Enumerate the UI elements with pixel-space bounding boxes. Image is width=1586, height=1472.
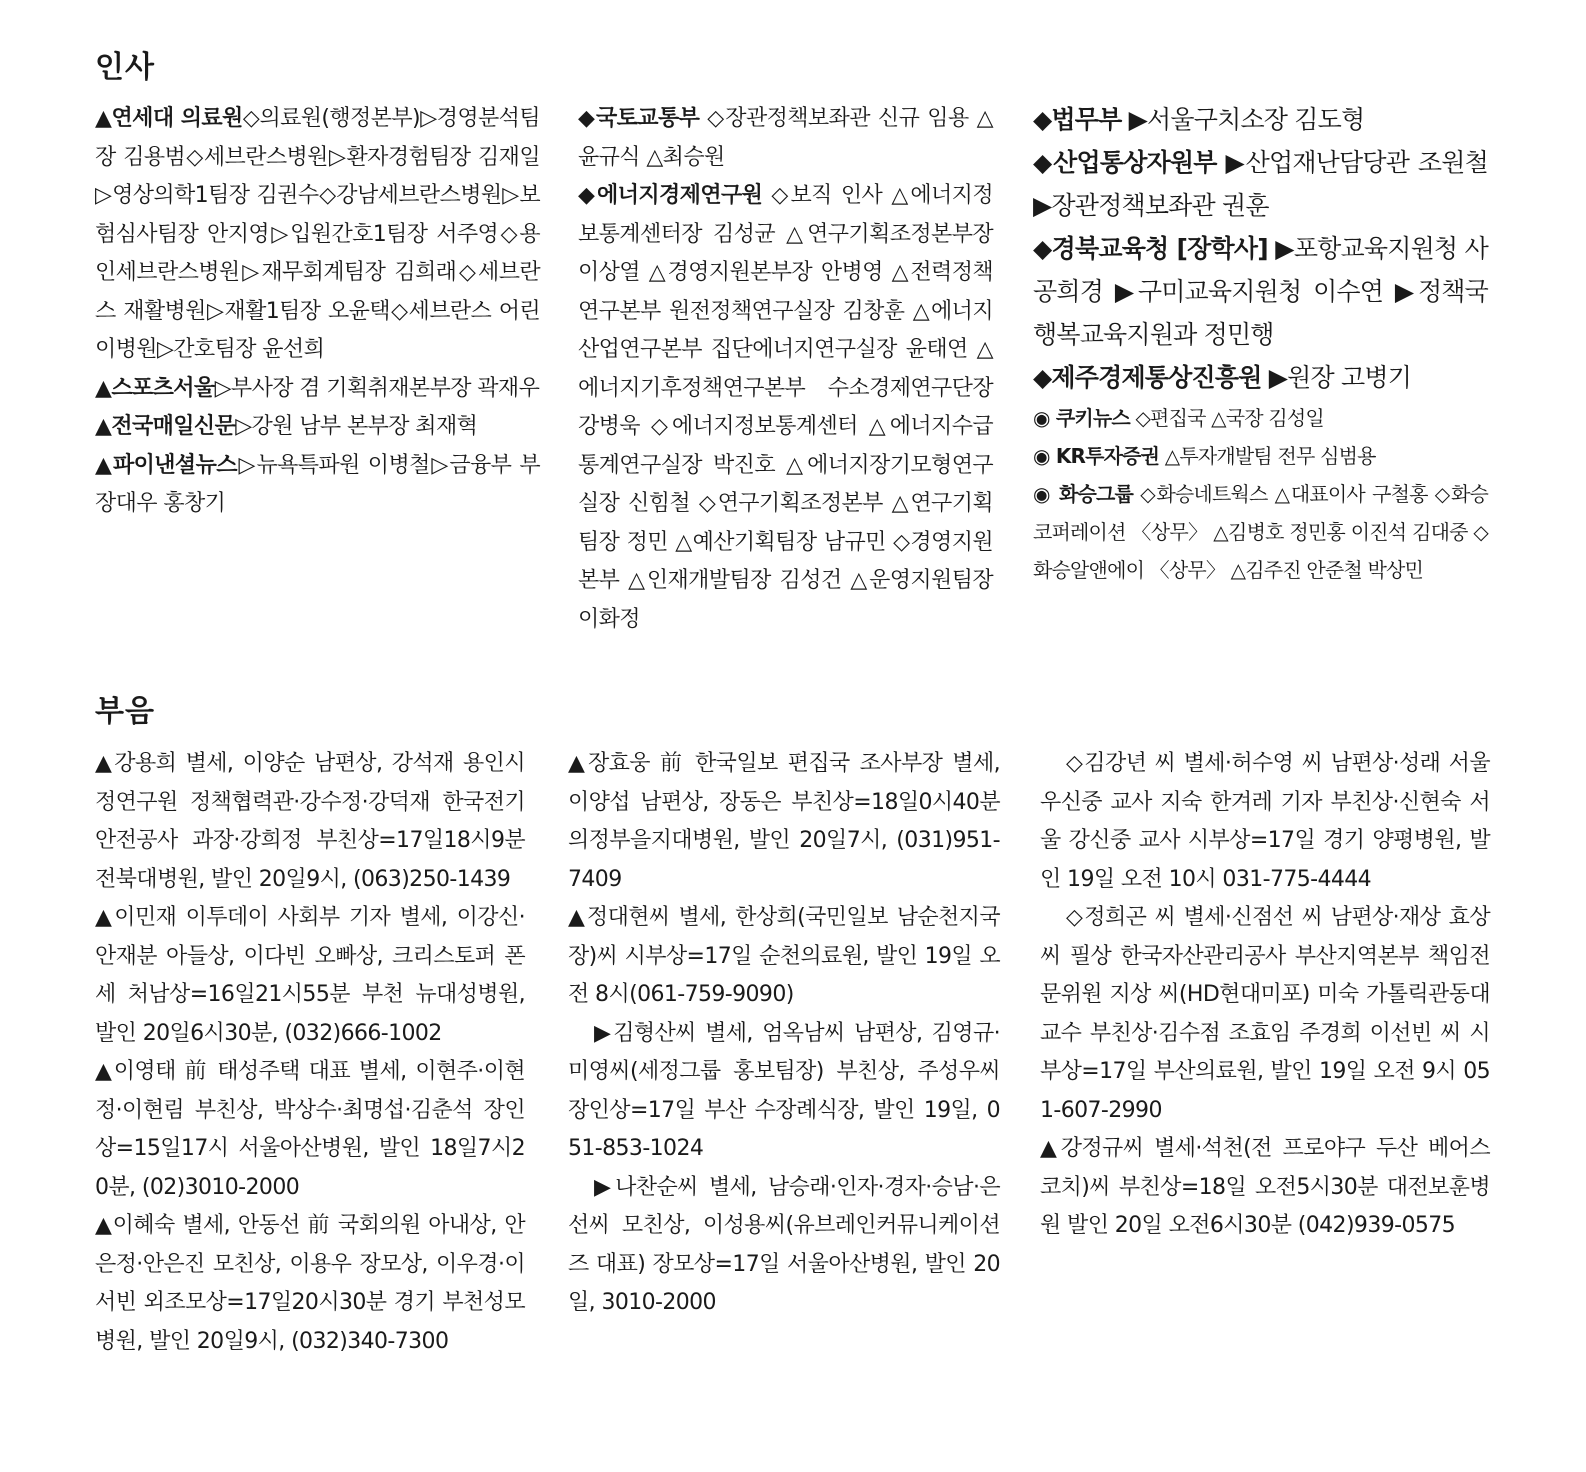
entry-text: △투자개발팀 전무 심범용	[1159, 444, 1376, 468]
entry-text: ▶서울구치소장 김도형	[1121, 105, 1365, 134]
entry-text: ◇편집국 △국장 김성일	[1129, 406, 1324, 430]
personnel-entry	[1033, 356, 1488, 399]
personnel-section-title: 인사	[95, 50, 155, 85]
obituary-entry: ▲장효웅 前 한국일보 편집국 조사부장 별세, 이양섭 남편상, 장동은 부친상=18일0시40분 의정부을지대병원, 발인 20일7시, (031)951-7409	[568, 751, 1000, 892]
obituary-entry: ▲정대현씨 별세, 한상희(국민일보 남순천지국장)씨 시부상=17일 순천의료원, 발인 19일 오전 8시(061-759-9090)	[568, 905, 1000, 1007]
obituary-entry: ▲이영태 前 태성주택 대표 별세, 이현주·이현정·이현림 부친상, 박상수·최명섭·김춘석 장인상=15일17시 서울아산병원, 발인 18일7시20분, (02)3010-2000	[95, 1059, 525, 1200]
personnel-entry	[1033, 141, 1488, 227]
entry-org: ◆에너지경제연구원	[578, 183, 763, 208]
entry-org: ▲스포츠서울	[95, 375, 215, 401]
personnel-entry	[95, 408, 540, 447]
personnel-entry	[578, 177, 993, 639]
entry-org: ▲파이낸셜뉴스	[95, 452, 237, 478]
entry-org: ▲연세대 의료원	[95, 106, 243, 131]
personnel-entry	[95, 370, 540, 409]
obituary-entry: ▲이혜숙 별세, 안동선 前 국회의원 아내상, 안은정·안은진 모친상, 이용우 장모상, 이우경·이서빈 외조모상=17일20시30분 경기 부천성모병원, 발인 20일9시, (032)340-7300	[95, 1213, 525, 1354]
personnel-entry	[1033, 399, 1488, 437]
obituary-column-2	[568, 745, 1000, 1323]
obituary-section-title: 부음	[95, 694, 155, 729]
personnel-entry	[1033, 475, 1488, 589]
entry-text: ◇의료원(행정본부)▷경영분석팀장 김용범◇세브란스병원▷환자경험팀장 김재일▷영상의학1팀장 김권수◇강남세브란스병원▷보험심사팀장 안지영▷입원간호1팀장 서주영◇용인세브란스병원▷재무회계팀장 김희래◇세브란스 재활병원▷재활1팀장 오윤택◇세브란스 어린이병원▷간호팀장 윤선희	[95, 106, 540, 362]
personnel-column-3	[1033, 98, 1488, 589]
entry-text: ▶포항교육지원청 사공희경 ▶구미교육지원청 이수연 ▶정책국 행복교육지원과 정민행	[1033, 234, 1488, 349]
entry-text: ▷강원 남부 본부장 최재혁	[235, 414, 478, 439]
personnel-entry	[95, 447, 540, 524]
entry-text: ◇보직 인사 △에너지정보통계센터장 김성균 △연구기획조정본부장 이상열 △경영지원본부장 안병영 △전력정책연구본부 원전정책연구실장 김창훈 △에너지산업연구본부 집단에너지연구실장 윤태연 △에너지기후정책연구본부 수소경제연구단장 강병욱 ◇에너지정보통계센터 △에너지수급통계연구실장 박진호 △에너지장기모형연구실장 신힘철 ◇연구기획조정본부 △연구기획팀장 정민 △예산기획팀장 남규민 ◇경영지원본부 △인재개발팀장 김성건 △운영지원팀장 이화정	[578, 183, 993, 632]
obituary-entry: ▲강용희 별세, 이양순 남편상, 강석재 용인시정연구원 정책협력관·강수정·강덕재 한국전기안전공사 과장·강희정 부친상=17일18시9분 전북대병원, 발인 20일9시, (063)250-1439	[95, 751, 525, 892]
obituary-column-3	[1040, 745, 1490, 1246]
entry-org: ◆법무부	[1033, 105, 1122, 134]
entry-org: ◉ 쿠키뉴스	[1033, 406, 1130, 430]
personnel-entry	[1033, 227, 1488, 356]
entry-text: ▷뉴욕특파원 이병철▷금융부 부장대우 홍창기	[95, 452, 541, 516]
entry-org: ◆제주경제통상진흥원	[1033, 363, 1262, 392]
entry-text: ▶산업재난담당관 조원철 ▶장관정책보좌관 권훈	[1033, 148, 1488, 220]
entry-org: ◉ KR투자증권	[1033, 444, 1160, 468]
obituary-entry: ◇정희곤 씨 별세·신점선 씨 남편상·재상 효상 씨 필상 한국자산관리공사 부산지역본부 책임전문위원 지상 씨(HD현대미포) 미숙 가톨릭관동대 교수 부친상·김수점 조효임 주경희 이선빈 씨 시부상=17일 부산의료원, 발인 19일 오전 9시 051-607-2990	[1040, 905, 1490, 1123]
entry-org: ▲전국매일신문	[95, 414, 236, 439]
entry-text: ◇화승네트웍스 △대표이사 구철홍 ◇화승코퍼레이션 〈상무〉 △김병호 정민홍 이진석 김대중 ◇화승알앤에이 〈상무〉 △김주진 안준철 박상민	[1033, 482, 1488, 582]
entry-text: ◇장관정책보좌관 신규 임용 △윤규식 △최승원	[578, 106, 993, 170]
entry-text: ▷부사장 겸 기획취재본부장 곽재우	[214, 375, 540, 401]
personnel-entry	[1033, 98, 1488, 141]
entry-text: ▶원장 고병기	[1261, 363, 1412, 392]
entry-org: ◆국토교통부	[578, 106, 700, 131]
personnel-column-1	[95, 100, 540, 524]
entry-org: ◉ 화승그룹	[1033, 482, 1134, 506]
personnel-entry	[1033, 437, 1488, 475]
obituary-entry: ▲강정규씨 별세·석천(전 프로야구 두산 베어스 코치)씨 부친상=18일 오전5시30분 대전보훈병원 발인 20일 오전6시30분 (042)939-0575	[1040, 1136, 1490, 1238]
obituary-column-1	[95, 745, 525, 1361]
entry-org: ◆경북교육청 [장학사]	[1033, 234, 1268, 263]
personnel-entry	[95, 100, 540, 370]
entry-org: ◆산업통상자원부	[1033, 148, 1217, 177]
personnel-column-2	[578, 100, 993, 639]
obituary-entry: ◇김강년 씨 별세·허수영 씨 남편상·성래 서울우신중 교사 지숙 한겨레 기자 부친상·신현숙 서울 강신중 교사 시부상=17일 경기 양평병원, 발인 19일 오전 10시 031-775-4444	[1040, 751, 1490, 892]
obituary-entry: ▲이민재 이투데이 사회부 기자 별세, 이강신·안재분 아들상, 이다빈 오빠상, 크리스토퍼 폰세 처남상=16일21시55분 부천 뉴대성병원, 발인 20일6시30분, (032)666-1002	[95, 905, 525, 1046]
personnel-entry	[578, 100, 993, 177]
obituary-entry: ▶나찬순씨 별세, 남승래·인자·경자·승남·은선씨 모친상, 이성용씨(유브레인커뮤니케이션즈 대표) 장모상=17일 서울아산병원, 발인 20일, 3010-2000	[568, 1174, 1000, 1315]
obituary-entry: ▶김형산씨 별세, 엄옥남씨 남편상, 김영규·미영씨(세정그룹 홍보팀장) 부친상, 주성우씨 장인상=17일 부산 수장례식장, 발인 19일, 051-853-1024	[568, 1020, 1000, 1161]
